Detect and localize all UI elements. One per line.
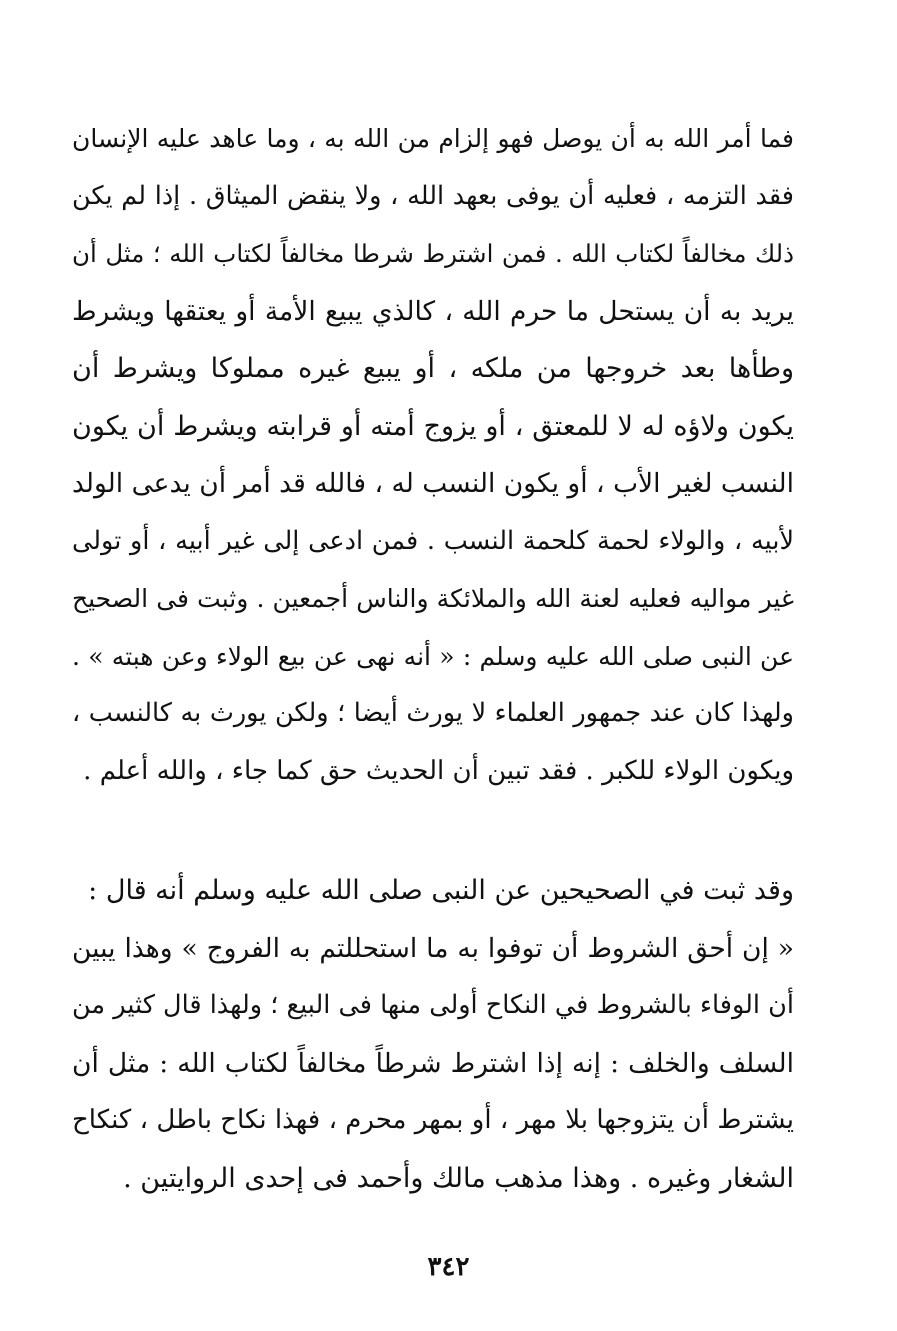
- text-line: ولهذا كان عند جمهور العلماء لا يورث أيضا ؛ ولكن يورث به كالنسب ،: [72, 698, 794, 728]
- text-line: الشغار وغيره . وهذا مذهب مالك وأحمد فى إحدى الروايتين .: [123, 1162, 794, 1194]
- text-line: غير مواليه فعليه لعنة الله والملائكة والناس أجمعين . وثبت فى الصحيح: [72, 584, 794, 613]
- text-line: ذلك مخالفاً لكتاب الله . فمن اشترط شرطا مخالفاً لكتاب الله ؛ مثل أن: [72, 239, 794, 268]
- text-line: وطأها بعد خروجها من ملكه ، أو يبيع غيره مملوكا ويشرط أن: [72, 353, 794, 384]
- text-line: أن الوفاء بالشروط في النكاح أولى منها فى البيع ؛ ولهذا قال كثير من: [72, 990, 794, 1020]
- paragraph-1: [72, 110, 794, 800]
- text-line: النسب لغير الأب ، أو يكون النسب له ، فالله قد أمر أن يدعى الولد: [72, 468, 794, 499]
- text-line: يريد به أن يستحل ما حرم الله ، كالذي يبيع الأمة أو يعتقها ويشرط: [72, 295, 794, 327]
- page-number: ٣٤٢: [427, 1252, 470, 1282]
- text-line: لأبيه ، والولاء لحمة كلحمة النسب . فمن ادعى إلى غير أبيه ، أو تولى: [72, 525, 794, 556]
- text-line: ويكون الولاء للكبر . فقد تبين أن الحديث حق كما جاء ، والله أعلم .: [83, 755, 794, 786]
- text-line: فما أمر الله به أن يوصل فهو إلزام من الله به ، وما عاهد عليه الإنسان: [72, 124, 794, 153]
- text-line: « إن أحق الشروط أن توفوا به ما استحللتم به الفروج » وهذا يبين: [72, 932, 794, 964]
- text-line: السلف والخلف : إنه إذا اشترط شرطاً مخالفاً لكتاب الله : مثل أن: [72, 1047, 794, 1079]
- text-line: فقد التزمه ، فعليه أن يوفى بعهد الله ، ولا ينقض الميثاق . إذا لم يكن: [72, 180, 794, 211]
- text-line: عن النبى صلى الله عليه وسلم : « أنه نهى عن بيع الولاء وعن هبته » .: [72, 641, 794, 671]
- paragraph-2: [72, 862, 794, 1207]
- text-line: يشترط أن يتزوجها بلا مهر ، أو بمهر محرم ، فهذا نكاح باطل ، كنكاح: [72, 1105, 794, 1135]
- text-line: يكون ولاؤه له لا للمعتق ، أو يزوج أمته أو قرابته ويشرط أن يكون: [72, 410, 794, 442]
- text-line: وقد ثبت في الصحيحين عن النبى صلى الله عليه وسلم أنه قال :: [88, 875, 794, 906]
